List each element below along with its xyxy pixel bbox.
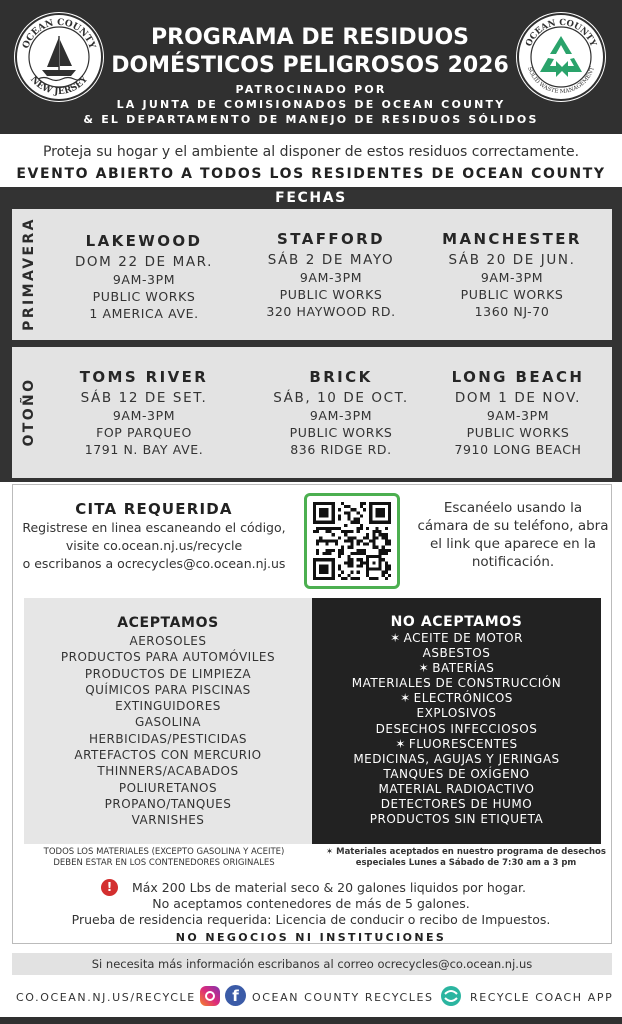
not-accepted-item [312,767,601,782]
accepted-list [24,633,312,829]
not-accepted-item-label: FLUORESCENTES [408,736,518,751]
not-accepted-item [312,706,601,721]
event-city: STAFFORD [277,230,385,248]
appointment-line-2[interactable]: visite co.ocean.nj.us/recycle [65,538,243,553]
accepted-item: PROPANO/TANQUES [104,796,232,811]
left-seal-top-text: OCEAN COUNTY [21,17,97,51]
accepted-item: QUÍMICOS PARA PISCINAS [85,682,251,697]
accepted-item: PRODUCTOS PARA AUTOMÓVILES [60,650,276,665]
alert-icon: ! [101,879,118,896]
fall-label-text: OTOÑO [21,377,37,447]
not-accepted-title: NO ACEPTAMOS [390,614,523,630]
event-address: 1 AMERICA AVE. [89,306,199,321]
solid-waste-management-seal-logo [516,12,606,102]
event-date: SÁB 20 DE JUN. [448,252,576,268]
sponsor-line-3: & EL DEPARTAMENTO DE MANEJO DE RESIDUOS SÓLIDOS [83,113,539,126]
accepted-item: VARNISHES [131,813,205,828]
event-manchester [422,229,602,320]
qr-code[interactable] [304,493,400,589]
event-venue: FOP PARQUEO [96,425,192,440]
fall-label [12,347,46,478]
footer-social-handle[interactable]: OCEAN COUNTY RECYCLES [252,991,434,1004]
event-time: 9AM-3PM [112,408,176,423]
accepted-item: PRODUCTOS DE LIMPIEZA [84,666,252,681]
appointment-line-1: Registrese en linea escaneando el código, [22,520,286,535]
star-icon: ✶ [418,661,430,676]
event-date: SÁB 12 DE SET. [80,390,208,406]
not-accepted-item-label: MATERIALES DE CONSTRUCCIÓN [351,676,562,691]
accepted-item: GASOLINA [135,715,201,730]
event-address: 1791 N. BAY AVE. [84,442,204,457]
right-seal-bottom-text: SOLID WASTE MANAGEMENT [526,66,596,96]
event-time: 9AM-3PM [299,270,363,285]
event-venue: PUBLIC WORKS [466,425,570,440]
not-accepted-item-label: MATERIAL RADIOACTIVO [378,781,535,796]
event-address: 836 RIDGE RD. [290,442,392,457]
appointment-title: CITA REQUERIDA [75,500,233,518]
spring-season-panel [12,209,612,340]
event-toms-river [54,367,234,458]
footer [0,980,622,1016]
not-accepted-item [312,722,601,737]
scan-instruction-line-3: el link que aparece en la [429,536,597,552]
header-banner [0,0,622,134]
instagram-icon[interactable] [200,986,220,1006]
accepted-item: ARTEFACTOS CON MERCURIO [74,748,262,763]
star-icon: ✶ [395,736,406,751]
not-accepted-item [312,812,601,827]
not-accepted-item-label: DETECTORES DE HUMO [380,797,533,812]
qr-code-icon [313,502,391,580]
accepted-item: AEROSOLES [129,634,207,648]
program-title-line-2: DOMÉSTICOS PELIGROSOS 2026 [111,53,509,78]
containers-note-line-2: DEBEN ESTAR EN LOS CONTENEDORES ORIGINALES [53,858,275,868]
program-title-line-1: PROGRAMA DE RESIDUOS [151,25,469,50]
not-accepted-item-label: DESECHOS INFECCIOSOS [375,721,538,736]
accepted-item: HERBICIDAS/PESTICIDAS [88,731,248,746]
left-seal-bottom-text: NEW JERSEY [27,74,90,98]
intro-text: Proteja su hogar y el ambiente al disponer de estos residuos correctamente. [42,144,580,160]
recycle-seal-icon [516,12,606,102]
not-accepted-item [312,676,601,691]
scan-instruction-line-4: notificación. [471,554,555,570]
not-accepted-item [312,752,601,767]
not-accepted-item-label: EXPLOSIVOS [416,706,497,721]
event-city: LAKEWOOD [85,232,203,250]
event-date: SÁB 2 DE MAYO [267,252,395,268]
not-accepted-item-label: ASBESTOS [422,646,491,661]
right-seal-top-text: OCEAN COUNTY [524,17,598,49]
spring-label [12,209,46,340]
event-brick [251,367,431,458]
event-long-beach [428,367,608,458]
bottom-rule [0,1017,622,1024]
not-accepted-item [312,646,601,661]
spring-label-text: PRIMAVERA [21,217,37,331]
event-venue: PUBLIC WORKS [92,289,196,304]
not-accepted-item-label: ELECTRÓNICOS [413,691,513,706]
not-accepted-item-label: TANQUES DE OXÍGENO [383,766,530,781]
star-icon: ✶ [400,691,411,706]
residency-rule: Prueba de residencia requerida: Licencia de conducir o recibo de Impuestos. [71,912,551,927]
event-stafford [241,229,421,320]
containers-note-line-1: TODOS LOS MATERIALES (EXCEPTO GASOLINA Y ACEITE) [43,847,285,857]
star-icon: ✶ [390,631,401,645]
fall-season-panel [12,347,612,478]
sponsor-line-1: PATROCINADO POR [235,83,387,96]
not-accepted-item-label: MEDICINAS, AGUJAS Y JERINGAS [353,751,560,766]
event-address: 7910 LONG BEACH [454,442,582,457]
contact-info-bar: Si necesita más información escribanos al correo ocrecycles@co.ocean.nj.us [12,953,612,975]
special-program-note-line-2: especiales Lunes a Sábado de 7:30 am a 3 pm [355,858,577,868]
accepted-title: ACEPTAMOS [117,615,219,631]
container-size-rule: No aceptamos contenedores de más de 5 galones. [152,896,470,911]
not-accepted-item [312,797,601,812]
event-address: 1360 NJ-70 [474,304,550,319]
event-venue: PUBLIC WORKS [460,287,564,302]
not-accepted-item-label: BATERÍAS [432,661,495,676]
event-city: LONG BEACH [451,368,585,386]
not-accepted-item [312,782,601,797]
special-program-note-line-1: ✶ Materiales aceptados en nuestro programa de desechos [326,847,606,857]
facebook-icon[interactable]: f [225,985,246,1006]
event-time: 9AM-3PM [486,408,550,423]
scan-instruction-line-2: cámara de su teléfono, abra [417,518,609,534]
event-city: BRICK [309,368,373,386]
sponsor-line-2: LA JUNTA DE COMISIONADOS DE OCEAN COUNTY [116,98,506,111]
event-date: DOM 1 DE NOV. [454,390,582,406]
not-accepted-item [312,631,601,646]
open-event-text: EVENTO ABIERTO A TODOS LOS RESIDENTES DE OCEAN COUNTY [16,166,606,182]
limit-rule: Máx 200 Lbs de material seco & 20 galones liquidos por hogar. [131,880,527,895]
footer-app-name[interactable]: RECYCLE COACH APP [470,991,614,1004]
footer-website-link[interactable]: CO.OCEAN.NJ.US/RECYCLE [16,991,196,1004]
event-lakewood [54,231,234,322]
not-accepted-list [312,631,601,827]
dates-heading: FECHAS [275,190,347,206]
recycle-coach-icon[interactable] [440,985,462,1007]
event-time: 9AM-3PM [480,270,544,285]
event-address: 320 HAYWOOD RD. [266,304,396,319]
not-accepted-item [312,661,601,676]
event-city: TOMS RIVER [79,368,209,386]
event-date: SÁB, 10 DE OCT. [273,390,409,406]
accepted-item: POLIURETANOS [118,780,218,795]
not-accepted-item-label: ACEITE DE MOTOR [403,631,523,645]
event-venue: PUBLIC WORKS [279,287,383,302]
accepted-item: EXTINGUIDORES [115,699,221,714]
accepted-item: THINNERS/ACABADOS [97,764,239,779]
event-time: 9AM-3PM [309,408,373,423]
event-time: 9AM-3PM [112,272,176,287]
not-accepted-item [312,691,601,706]
appointment-line-3[interactable]: o escribanos a ocrecycles@co.ocean.nj.us [22,556,286,571]
event-date: DOM 22 DE MAR. [74,254,214,270]
event-venue: PUBLIC WORKS [289,425,393,440]
scan-instruction-line-1: Escanéelo usando la [443,500,583,516]
not-accepted-item-label: PRODUCTOS SIN ETIQUETA [369,812,544,827]
no-business-notice: NO NEGOCIOS NI INSTITUCIONES [175,931,447,944]
recycle-coach-logo [440,985,462,1007]
event-city: MANCHESTER [442,230,582,248]
not-accepted-item [312,737,601,752]
